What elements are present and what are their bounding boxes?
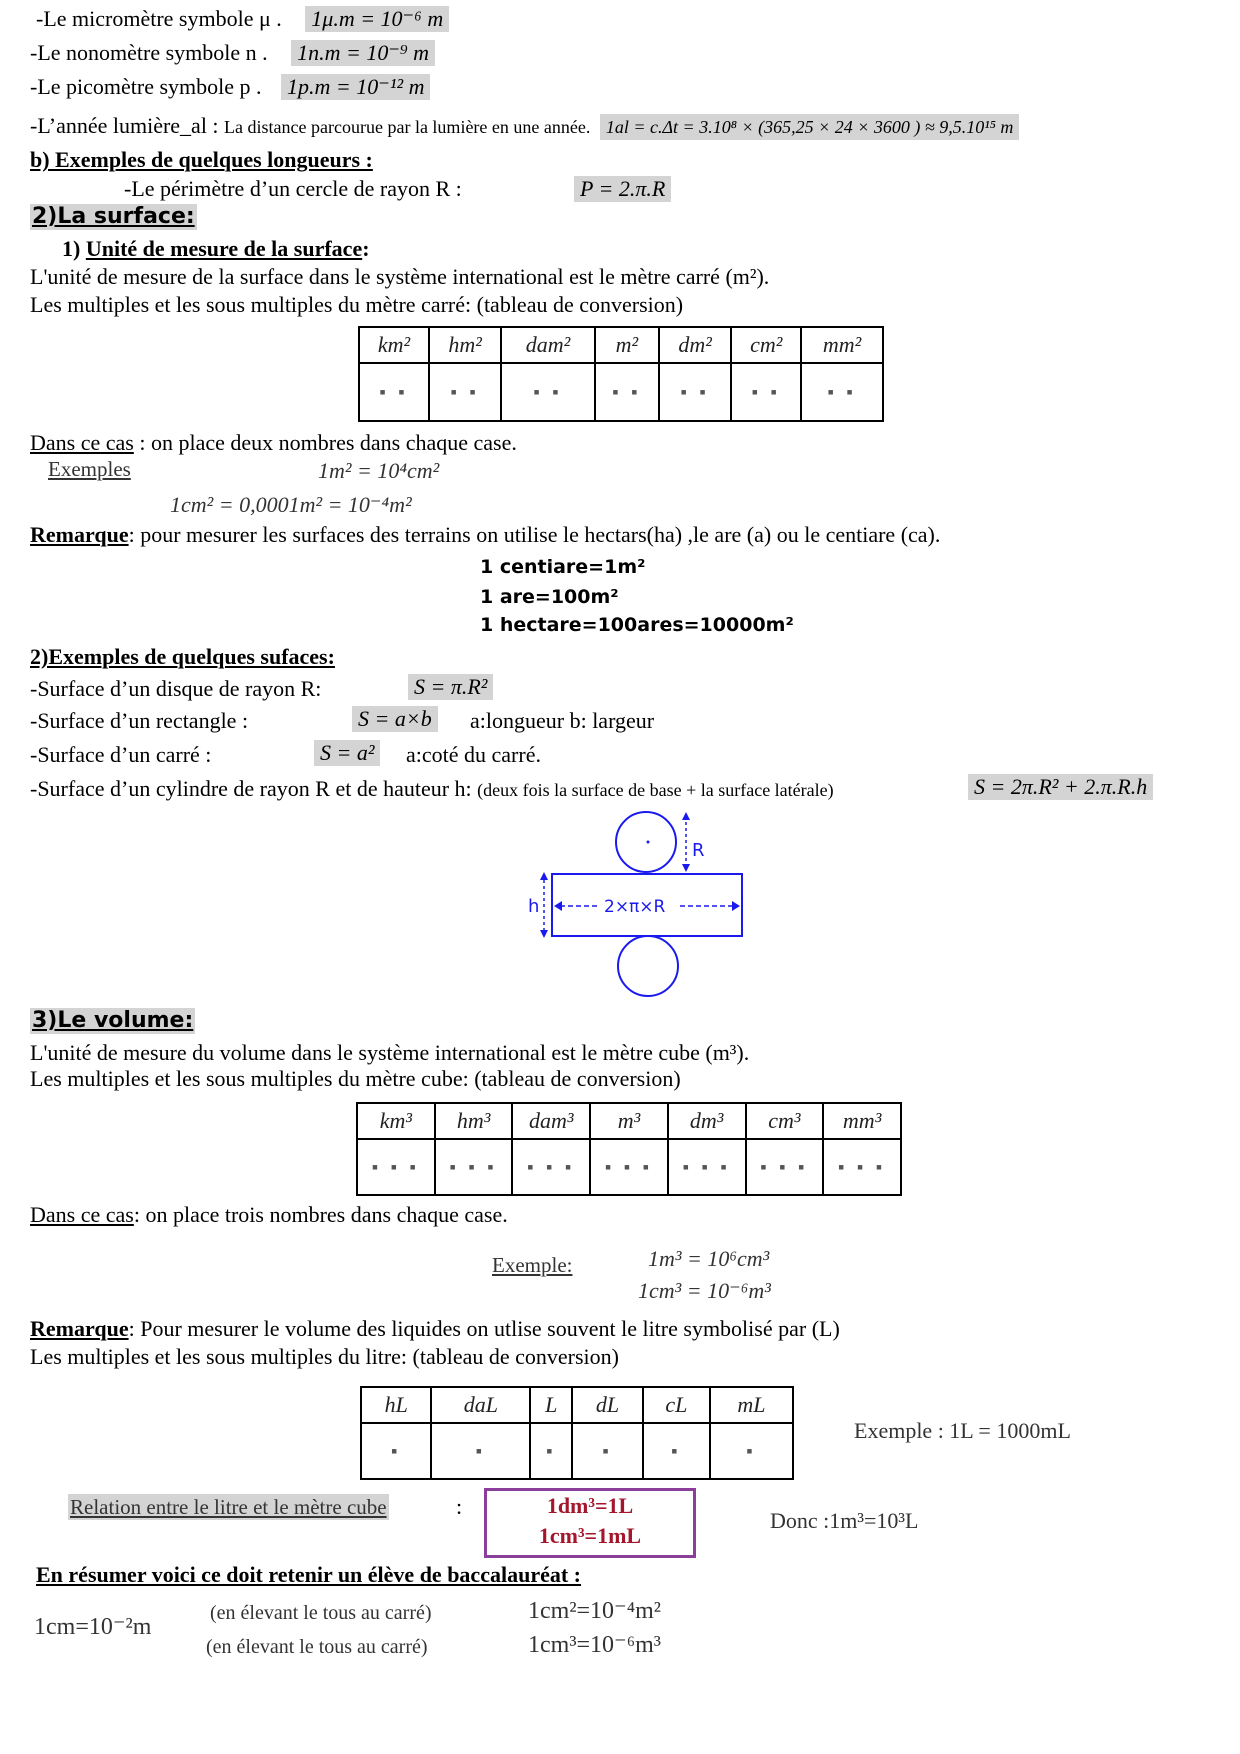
volume.table_headers|volume-header: hm³ <box>435 1103 513 1139</box>
summary-note-1: (en élevant le tous au carré) <box>210 1602 432 1624</box>
surface-intro-1: L'unité de mesure de la surface dans le système international est le mètre carré (m²). <box>30 264 770 289</box>
surface.table_headers|surface-header: dm² <box>659 327 731 363</box>
volume-cell: ▪ ▪ ▪ <box>512 1139 590 1195</box>
volume-case-line: Dans ce cas: on place trois nombres dans chaque case. <box>30 1202 508 1227</box>
cylinder-line: -Surface d’un cylindre de rayon R et de hauteur h: (deux fois la surface de base + la surface latérale) <box>30 776 834 801</box>
surface.table_headers|surface-header: hm² <box>429 327 501 363</box>
volume.litre_headers|litre-header: cL <box>643 1387 710 1423</box>
volume-intro-2: Les multiples et les sous multiples du mètre cube: (tableau de conversion) <box>30 1066 681 1091</box>
surface-cell: ▪ ▪ <box>359 363 429 421</box>
rect-label: -Surface d’un rectangle : <box>30 708 249 733</box>
length-examples-heading: b) Exemples de quelques longueurs : <box>30 147 373 172</box>
surface-example-2: 1cm² = 0,0001m² = 10⁻⁴m² <box>170 492 412 517</box>
relation-dm3: 1dm³=1L <box>546 1493 634 1518</box>
surface-cell: ▪ ▪ <box>659 363 731 421</box>
radius-label: R <box>692 840 705 861</box>
surface.table_headers|surface-header: mm² <box>801 327 883 363</box>
circumference-label: 2×π×R <box>604 897 666 917</box>
litre-cell: ▪ <box>572 1423 642 1479</box>
volume.litre_headers|litre-header: mL <box>710 1387 793 1423</box>
volume-intro-1: L'unité de mesure du volume dans le système international est le mètre cube (m³). <box>30 1040 750 1065</box>
surface-example-1: 1m² = 10⁴cm² <box>318 458 440 483</box>
litre-cell: ▪ <box>643 1423 710 1479</box>
nanometer-line: -Le nonomètre symbole n . 1n.m = 10⁻⁹ m <box>30 40 435 66</box>
surface-cell: ▪ ▪ <box>595 363 659 421</box>
square-note: a:coté du carré. <box>406 742 541 767</box>
volume.table_headers|volume-header: km³ <box>357 1103 435 1139</box>
volume-example-2: 1cm³ = 10⁻⁶m³ <box>638 1278 771 1303</box>
surface-intro-2: Les multiples et les sous multiples du mètre carré: (tableau de conversion) <box>30 292 684 317</box>
cylinder-formula: S = 2π.R² + 2.π.R.h <box>968 774 1153 800</box>
relation-cm3: 1cm³=1mL <box>538 1523 642 1548</box>
rect-note: a:longueur b: largeur <box>470 708 655 733</box>
surface-cell: ▪ ▪ <box>801 363 883 421</box>
micrometer-formula: 1μ.m = 10⁻⁶ m <box>305 6 449 32</box>
volume-cell: ▪ ▪ ▪ <box>668 1139 746 1195</box>
litre-example: Exemple : 1L = 1000mL <box>854 1418 1071 1443</box>
volume.litre_headers|litre-header: hL <box>361 1387 431 1423</box>
summary-heading: En résumer voici ce doit retenir un élève de baccalauréat : <box>36 1562 581 1587</box>
picometer-line: -Le picomètre symbole p . 1p.m = 10⁻¹² m <box>30 74 430 100</box>
volume-cell: ▪ ▪ ▪ <box>357 1139 435 1195</box>
volume.litre_headers|litre-header: dL <box>572 1387 642 1423</box>
summary-note-2: (en élevant le tous au carré) <box>206 1636 428 1658</box>
summary-base: 1cm=10⁻²m <box>34 1614 152 1640</box>
surface-unit-heading: 1) Unité de mesure de la surface: <box>62 236 370 261</box>
volume-example-1: 1m³ = 10⁶cm³ <box>648 1246 770 1271</box>
rect-formula: S = a×b <box>352 706 438 732</box>
light-year-line: -L’année lumière_al : La distance parcourue par la lumière en une année. 1al = c.Δt = 3.10⁸ × (365,25 × 24 × 3600 ) ≈ 9,5.10¹⁵ m <box>30 113 1019 140</box>
volume.table_headers|volume-header: mm³ <box>823 1103 901 1139</box>
perimeter-formula: P = 2.π.R <box>574 176 671 202</box>
surface-cell: ▪ ▪ <box>731 363 801 421</box>
volume.table_headers|volume-header: dm³ <box>668 1103 746 1139</box>
relation-box <box>484 1488 696 1558</box>
litre-cell: ▪ <box>710 1423 793 1479</box>
height-label: h <box>528 896 540 917</box>
surface-conversion-table <box>358 326 884 422</box>
surface-remark: Remarque: pour mesurer les surfaces des terrains on utilise le hectars(ha) ,le are (a) ou le centiare (ca). <box>30 522 941 547</box>
top-circle <box>616 812 676 872</box>
disk-label: -Surface d’un disque de rayon R: <box>30 676 322 701</box>
surface.table_headers|surface-header: dam² <box>501 327 595 363</box>
perimeter-label: -Le périmètre d’un cercle de rayon R : <box>124 176 462 201</box>
litre-intro: Les multiples et les sous multiples du litre: (tableau de conversion) <box>30 1344 619 1369</box>
hectare-def: 1 hectare=100ares=10000m² <box>480 614 794 636</box>
relation-colon: : <box>456 1494 463 1519</box>
litre-cell: ▪ <box>530 1423 572 1479</box>
surface-examples-heading: 2)Exemples de quelques sufaces: <box>30 644 335 669</box>
surface.table_headers|surface-header: cm² <box>731 327 801 363</box>
surface.table_headers|surface-header: km² <box>359 327 429 363</box>
summary-result-1: 1cm²=10⁻⁴m² <box>528 1598 661 1624</box>
surface-cell: ▪ ▪ <box>501 363 595 421</box>
volume-cell: ▪ ▪ ▪ <box>746 1139 824 1195</box>
square-formula: S = a² <box>314 740 380 766</box>
donc-line: Donc :1m³=10³L <box>770 1508 919 1533</box>
volume.table_headers|volume-header: dam³ <box>512 1103 590 1139</box>
summary-result-2: 1cm³=10⁻⁶m³ <box>528 1632 661 1658</box>
litre-conversion-table <box>360 1386 794 1480</box>
volume.litre_headers|litre-header: daL <box>431 1387 530 1423</box>
volume-heading: 3)Le volume: <box>32 1008 194 1033</box>
are-def: 1 are=100m² <box>480 586 619 608</box>
surface-examples-label: Exemples <box>48 457 131 481</box>
volume.table_headers|volume-header: cm³ <box>746 1103 824 1139</box>
volume.litre_headers|litre-header: L <box>530 1387 572 1423</box>
disk-formula: S = π.R² <box>408 674 493 700</box>
relation-label: Relation entre le litre et le mètre cube <box>70 1495 387 1519</box>
litre-cell: ▪ <box>431 1423 530 1479</box>
square-label: -Surface d’un carré : <box>30 742 212 767</box>
micrometer-line: -Le micromètre symbole μ . 1μ.m = 10⁻⁶ m <box>36 6 449 32</box>
picometer-formula: 1p.m = 10⁻¹² m <box>281 74 430 100</box>
volume-example-label: Exemple: <box>492 1253 573 1277</box>
volume-cell: ▪ ▪ ▪ <box>435 1139 513 1195</box>
surface.table_headers|surface-header: m² <box>595 327 659 363</box>
nanometer-formula: 1n.m = 10⁻⁹ m <box>291 40 435 66</box>
litre-cell: ▪ <box>361 1423 431 1479</box>
surface-case-line: Dans ce cas : on place deux nombres dans chaque case. <box>30 430 517 455</box>
bottom-circle <box>618 936 678 996</box>
surface-cell: ▪ ▪ <box>429 363 501 421</box>
volume-cell: ▪ ▪ ▪ <box>590 1139 668 1195</box>
light-year-formula: 1al = c.Δt = 3.10⁸ × (365,25 × 24 × 3600 ) ≈ 9,5.10¹⁵ m <box>600 114 1020 140</box>
surface-heading: 2)La surface: <box>32 204 195 229</box>
centiare-def: 1 centiare=1m² <box>480 556 646 578</box>
volume.table_headers|volume-header: m³ <box>590 1103 668 1139</box>
cylinder-diagram <box>520 800 760 1010</box>
volume-cell: ▪ ▪ ▪ <box>823 1139 901 1195</box>
volume-remark: Remarque: Pour mesurer le volume des liquides on utlise souvent le litre symbolisé par (L) <box>30 1316 840 1341</box>
volume-conversion-table <box>356 1102 902 1196</box>
